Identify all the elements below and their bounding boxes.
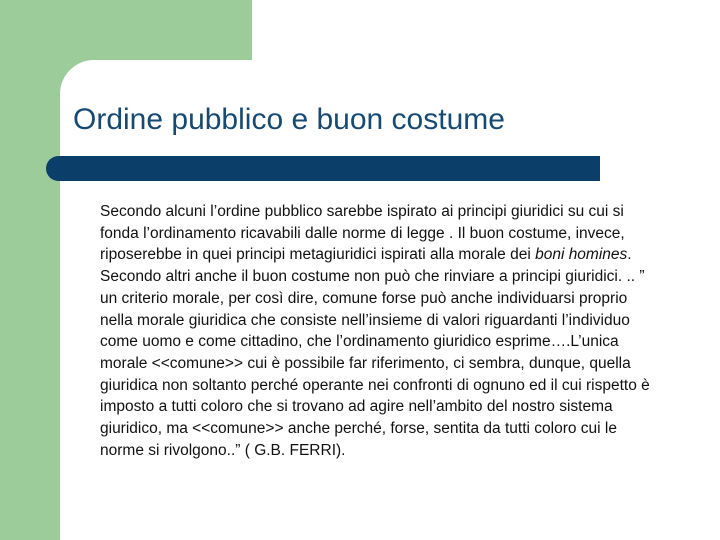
paragraph-1-text: Secondo alcuni l’ordine pubblico sarebbe ispirato ai principi giuridici su cui si fonda l’ordinamento ricavabili dalle norme di legge . Il buon costume, invece, riposerebbe in quei principi metagiuridici ispirati alla morale dei [100, 203, 625, 264]
paragraph-1-italic: boni homines [535, 246, 628, 264]
title-underline-bar [46, 156, 600, 181]
paragraph-1 [100, 201, 660, 266]
slide-title: Ordine pubblico e buon costume [73, 103, 505, 136]
paragraph-2: Secondo altri anche il buon costume non può che rinviare a principi giuridici. .. ” un criterio morale, per così dire, comune forse può anche individuarsi proprio nella morale giuridica che consiste nell’insieme di valori riguardanti l’individuo come uomo e come cittadino, che l’ordinamento giuridico esprime….L’unica morale <<comune>> cui è possibile far riferimento, ci sembra, dunque, quella giuridica non soltanto perché operante nei confronti di ognuno ed il cui rispetto è imposto a tutti coloro che si trovano ad agire nell’ambito del nostro sistema giuridico, ma <<comune>> anche perché, forse, sentita da tutti coloro cui le norme si rivolgono..” ( G.B. FERRI). [100, 268, 650, 459]
paragraph-1-end: . [627, 246, 632, 264]
slide-body [100, 201, 660, 461]
